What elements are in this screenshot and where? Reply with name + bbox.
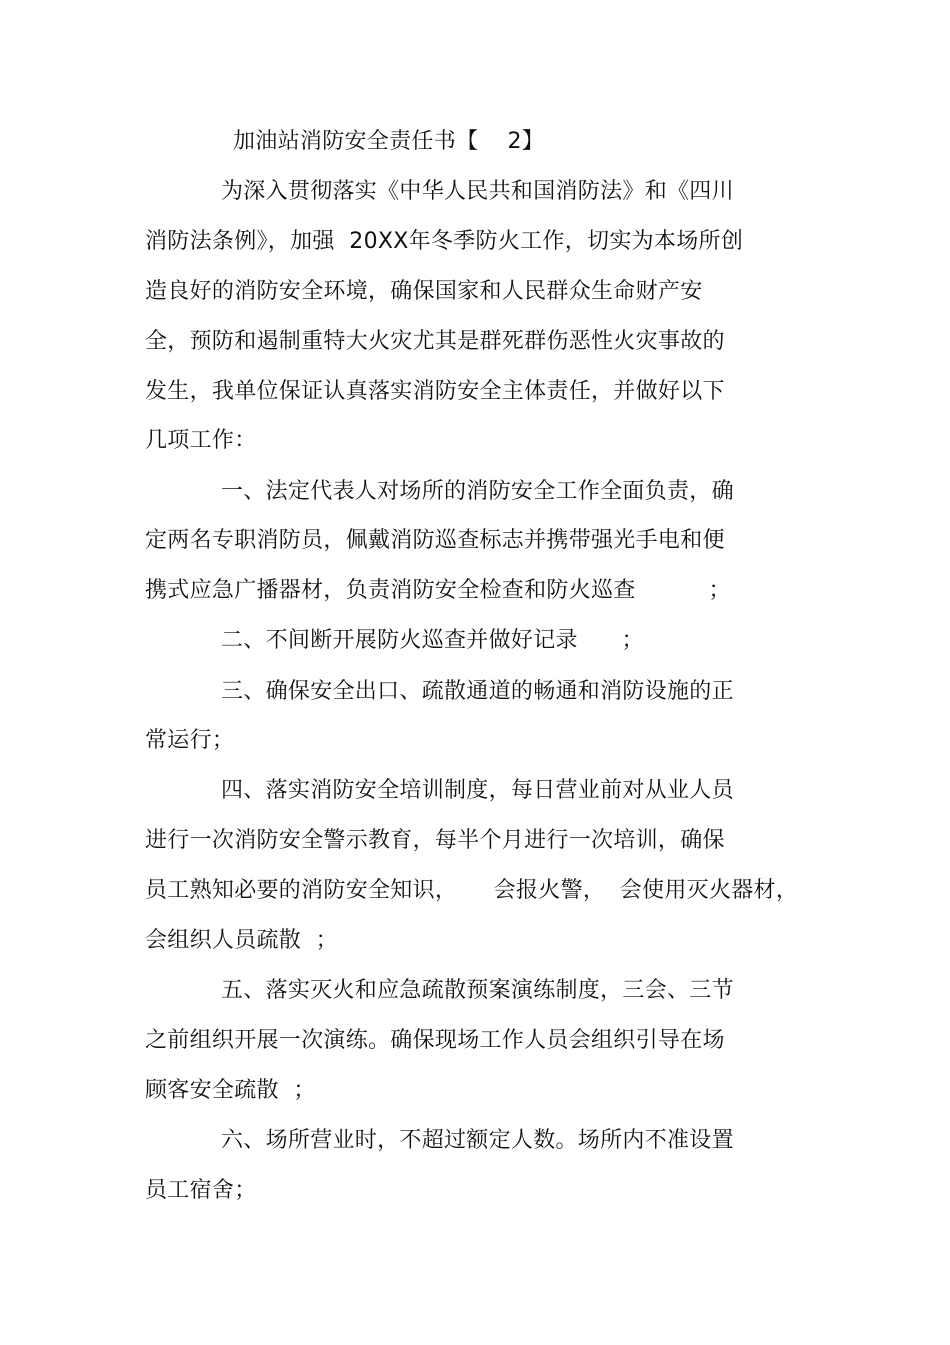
paragraph-line: 一、法定代表人对场所的消防安全工作全面负责，确 [221, 479, 734, 504]
paragraph-line: 会组织人员疏散 ； [145, 928, 338, 953]
paragraph-line: 为深入贯彻落实《中华人民共和国消防法》和《四川 [221, 179, 734, 204]
paragraph-line: 全，预防和遏制重特大火灾尤其是群死群伤恶性火灾事故的 [145, 329, 725, 354]
paragraph-line: 几项工作： [145, 428, 257, 453]
paragraph-line: 员工熟知必要的消防安全知识， 会报火警， 会使用灭火器材， [145, 878, 799, 903]
paragraph-line: 顾客安全疏散 ； [145, 1078, 316, 1103]
document-title: 加油站消防安全责任书【 2】 [233, 129, 545, 154]
paragraph-line: 二、不间断开展防火巡查并做好记录 ； [221, 628, 644, 653]
paragraph-line: 之前组织开展一次演练。确保现场工作人员会组织引导在场 [145, 1028, 725, 1053]
paragraph-line: 造良好的消防安全环境，确保国家和人民群众生命财产安 [145, 279, 703, 304]
paragraph-line: 四、落实消防安全培训制度，每日营业前对从业人员 [221, 778, 734, 803]
paragraph-line: 定两名专职消防员，佩戴消防巡查标志并携带强光手电和便 [145, 528, 725, 553]
paragraph-line: 进行一次消防安全警示教育，每半个月进行一次培训，确保 [145, 828, 725, 853]
paragraph-line: 五、落实灭火和应急疏散预案演练制度，三会、三节 [221, 978, 734, 1003]
paragraph-line: 三、确保安全出口、疏散通道的畅通和消防设施的正 [221, 679, 734, 704]
paragraph-line: 消防法条例》，加强 20XX年冬季防火工作，切实为本场所创 [145, 229, 744, 254]
paragraph-line: 六、场所营业时，不超过额定人数。场所内不准设置 [221, 1128, 734, 1153]
paragraph-line: 发生，我单位保证认真落实消防安全主体责任，并做好以下 [145, 379, 725, 404]
paragraph-line: 常运行； [145, 728, 235, 753]
paragraph-line: 员工宿舍； [145, 1178, 257, 1203]
paragraph-line: 携式应急广播器材，负责消防安全检查和防火巡查 ； [145, 578, 731, 603]
